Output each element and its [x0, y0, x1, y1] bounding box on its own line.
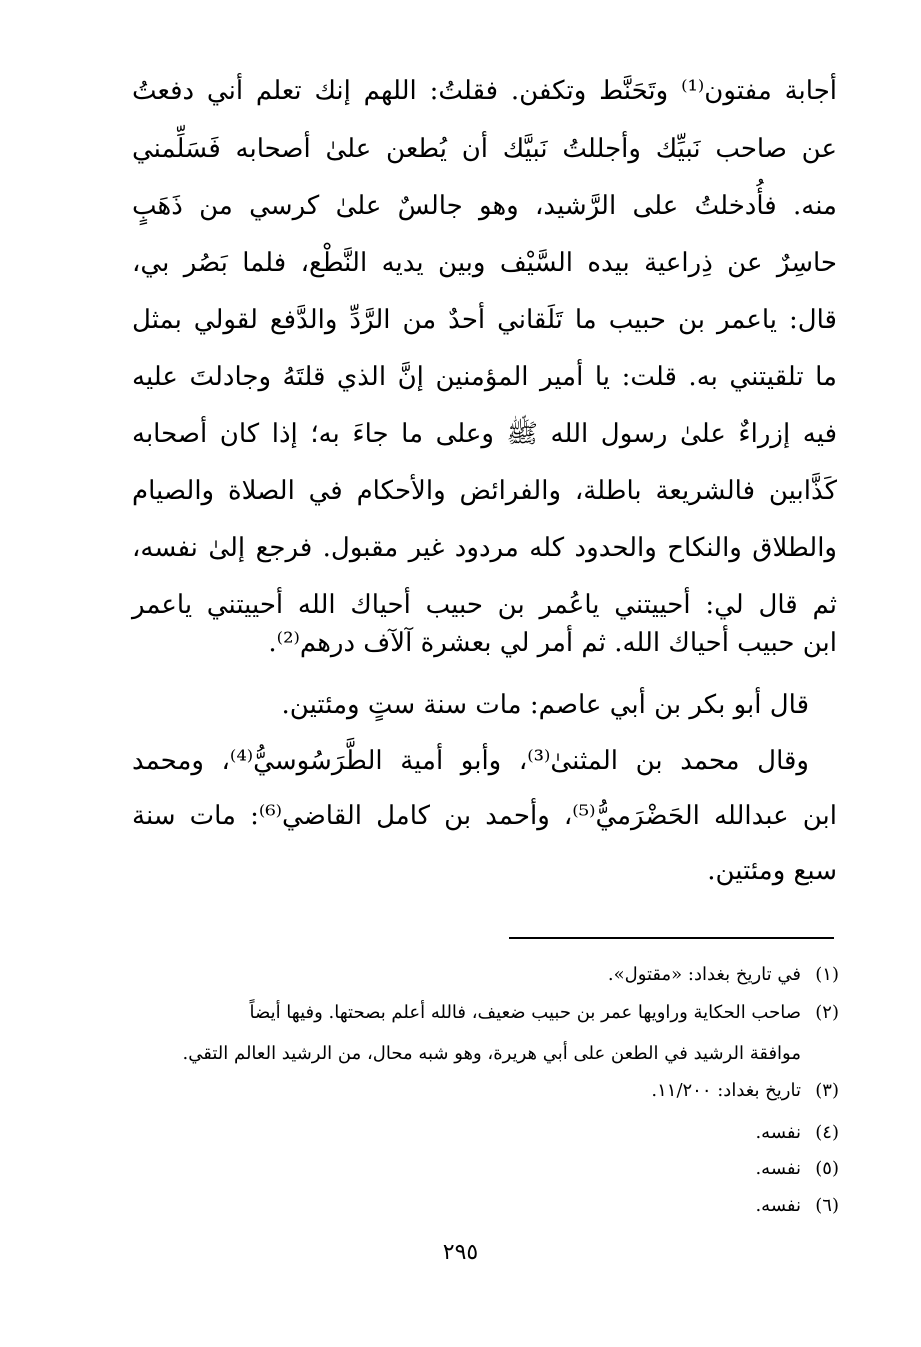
- body-line: ثم قال لي: أحييتني ياعُمر بن حبيب أحياك الله أحييتني ياعمر: [132, 590, 837, 620]
- body-line: ابن عبدالله الحَضْرَميُّ⁽⁵⁾، وأحمد بن كامل القاضي⁽⁶⁾: مات سنة: [132, 801, 837, 831]
- footnote-number: (٦): [815, 1195, 839, 1216]
- body-line: منه. فأُدخلتُ على الرَّشيد، وهو جالسٌ علىٰ كرسي من ذَهَبٍ: [132, 191, 837, 221]
- footnote-text: تاريخ بغداد: ١١/٢٠٠.: [651, 1080, 801, 1101]
- body-line: ابن حبيب أحياك الله. ثم أمر لي بعشرة آلآف درهم⁽²⁾.: [268, 628, 837, 658]
- body-line: والطلاق والنكاح والحدود كله مردود غير مقبول. فرجع إلىٰ نفسه،: [132, 533, 837, 563]
- body-line: كَذَّابين فالشريعة باطلة، والفرائض والأحكام في الصلاة والصيام: [132, 476, 837, 506]
- body-line: فيه إزراءٌ علىٰ رسول الله ﷺ وعلى ما جاءَ به؛ إذا كان أصحابه: [132, 419, 837, 449]
- body-line: وقال محمد بن المثنىٰ⁽³⁾، وأبو أمية الطَّرَسُوسيُّ⁽⁴⁾، ومحمد: [132, 746, 809, 776]
- footnote-text: صاحب الحكاية وراويها عمر بن حبيب ضعيف، فالله أعلم بصحتها. وفيها أيضاً: [249, 1002, 801, 1023]
- footnote-text: نفسه.: [755, 1158, 801, 1179]
- footnote-text: نفسه.: [755, 1122, 801, 1143]
- footnote-number: (٣): [815, 1080, 839, 1101]
- footnote-number: (٥): [815, 1158, 839, 1179]
- body-line: حاسِرٌ عن ذِراعية بيده السَّيْف وبين يديه النَّطْع، فلما بَصُر بي،: [132, 248, 837, 278]
- footnote-text: في تاريخ بغداد: «مقتول».: [607, 964, 801, 985]
- body-line: قال أبو بكر بن أبي عاصم: مات سنة ستٍ ومئتين.: [281, 690, 809, 720]
- footnote-separator: [509, 937, 834, 939]
- footnote-number: (٤): [815, 1122, 839, 1143]
- body-line: سبع ومئتين.: [707, 856, 837, 886]
- page-number: ٢٩٥: [442, 1240, 479, 1265]
- body-line: أجابة مفتون⁽¹⁾ وتَحَنَّط وتكفن. فقلتُ: اللهم إنك تعلم أني دفعتُ: [132, 76, 837, 106]
- footnote-text: موافقة الرشيد في الطعن على أبي هريرة، وهو شبه محال، من الرشيد العالم التقي.: [182, 1043, 801, 1064]
- footnote-text: نفسه.: [755, 1195, 801, 1216]
- body-line: قال: ياعمر بن حبيب ما تَلَقاني أحدٌ من الرَّدِّ والدَّفع لقولي بمثل: [132, 305, 837, 335]
- footnote-number: (١): [815, 964, 839, 985]
- body-line: عن صاحب نَبيِّك وأجللتُ نَبيَّك أن يُطعن علىٰ أصحابه فَسَلِّمني: [132, 134, 837, 164]
- body-line: ما تلقيتني به. قلت: يا أمير المؤمنين إنَّ الذي قلتَهُ وجادلتَ عليه: [132, 362, 837, 392]
- footnote-number: (٢): [815, 1002, 839, 1023]
